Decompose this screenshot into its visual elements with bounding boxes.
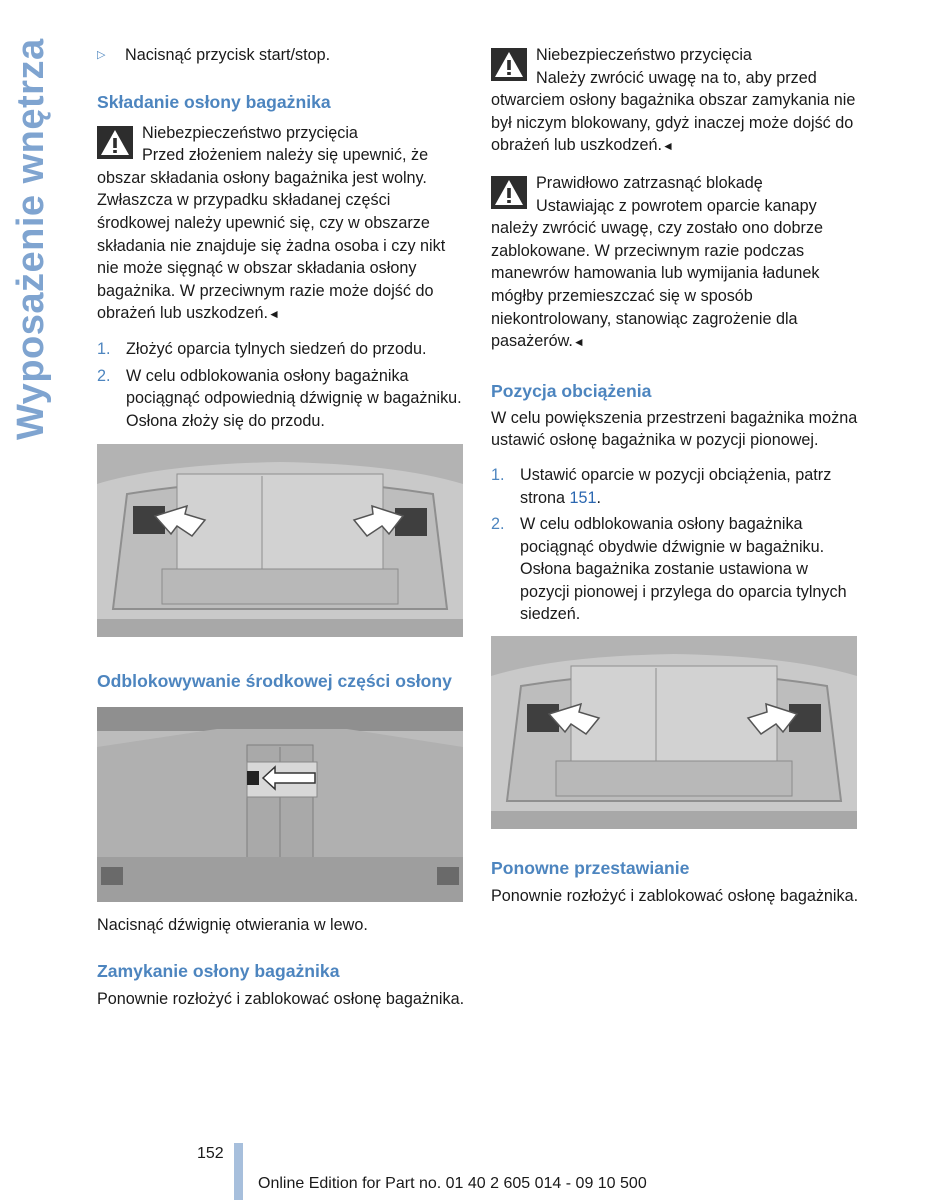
warning-body: Ustawiając z powrotem oparcie kanapy należy zwrócić uwagę, czy zostało ono dobrze zablokowane. W przeciwnym razie podczas manewrów hamowania lub wymijania ładunek mógłby przemieszczać się w sposób niekontrolowany, stanowiąc zagrożenie dla pasażerów.◄ — [491, 196, 824, 351]
footer-bar — [234, 1143, 243, 1200]
bullet-text: Nacisnąć przycisk start/stop. — [125, 46, 331, 64]
heading-odblokowywanie: Odblokowywanie środkowej części osłony — [97, 671, 452, 692]
warning-icon — [491, 176, 527, 209]
list-item: 1. Ustawić oparcie w pozycji obciążenia, patrz strona 151. — [491, 465, 832, 507]
heading-ponowne: Ponowne przestawianie — [491, 858, 690, 879]
list-item: 2. W celu odblokowania osłony bagażnika pociągnąć obydwie dźwignie w bagażniku. Osłona bagażnika zostanie ustawiona w pozycji pionowej i przylega do oparcia tylnych siedzeń. — [491, 515, 847, 624]
right-column — [491, 44, 859, 908]
pozycja-text: W celu powiększenia przestrzeni bagażnika można ustawić osłonę bagażnika w pozycji pionowej. — [491, 408, 858, 450]
ponowne-text: Ponownie rozłożyć i zablokować osłonę bagażnika. — [491, 887, 859, 906]
list-item: 1. Złożyć oparcia tylnych siedzeń do przodu. — [97, 339, 427, 358]
warning-block-3 — [491, 172, 859, 354]
warning-icon — [97, 126, 133, 159]
warning-block-1 — [97, 122, 465, 326]
trunk-photo-3 — [491, 636, 857, 829]
warning-title: Niebezpieczeństwo przycięcia — [142, 123, 358, 142]
heading-zamykanie: Zamykanie osłony bagażnika — [97, 960, 340, 981]
page-number: 152 — [197, 1145, 224, 1162]
zamykanie-text: Ponownie rozłożyć i zablokować osłonę bagażnika. — [97, 989, 465, 1008]
trunk-photo-1 — [97, 444, 463, 637]
list-item: 2. W celu odblokowania osłony bagażnika pociągnąć odpowiednią dźwignię w bagażniku. Osłona złoży się do przodu. — [97, 366, 462, 430]
left-column — [97, 44, 465, 1011]
warning-title: Prawidłowo zatrzasnąć blokadę — [536, 173, 763, 192]
bullet-item — [97, 44, 465, 67]
steps-list-right — [491, 464, 859, 626]
heading-pozycja: Pozycja obciążenia — [491, 380, 652, 401]
warning-body: Należy zwrócić uwagę na to, aby przed otwarciem osłony bagażnika obszar zamykania nie był niczym blokowany, gdyż inaczej może dojść do obrażeń lub uszkodzeń.◄ — [491, 68, 856, 155]
photo-caption: Nacisnąć dźwignię otwierania w lewo. — [97, 916, 368, 935]
page-link-151[interactable]: 151 — [569, 488, 597, 507]
warning-block-2 — [491, 44, 859, 158]
footer-text: Online Edition for Part no. 01 40 2 605 014 - 09 10 500 — [258, 1175, 647, 1192]
warning-body: Przed złożeniem należy się upewnić, że obszar składania osłony bagażnika jest wolny. Zwłaszcza w przypadku składanej części środkowej należy upewnić się, czy w obszarze składania nie znajduje się żadna osoba i czy nikt nie może sięgnąć w obszar składania osłony bagażnika. W przeciwnym razie może dojść do obrażeń lub uszkodzeń.◄ — [97, 146, 446, 323]
trunk-photo-2 — [97, 707, 463, 902]
heading-skladanie: Składanie osłony bagażnika — [97, 91, 331, 112]
steps-list-left — [97, 338, 465, 432]
bullet-marker: ▷ — [97, 49, 106, 61]
warning-icon — [491, 48, 527, 81]
chapter-title: Wyposażenie wnętrza — [10, 38, 52, 440]
warning-title: Niebezpieczeństwo przycięcia — [536, 46, 752, 64]
